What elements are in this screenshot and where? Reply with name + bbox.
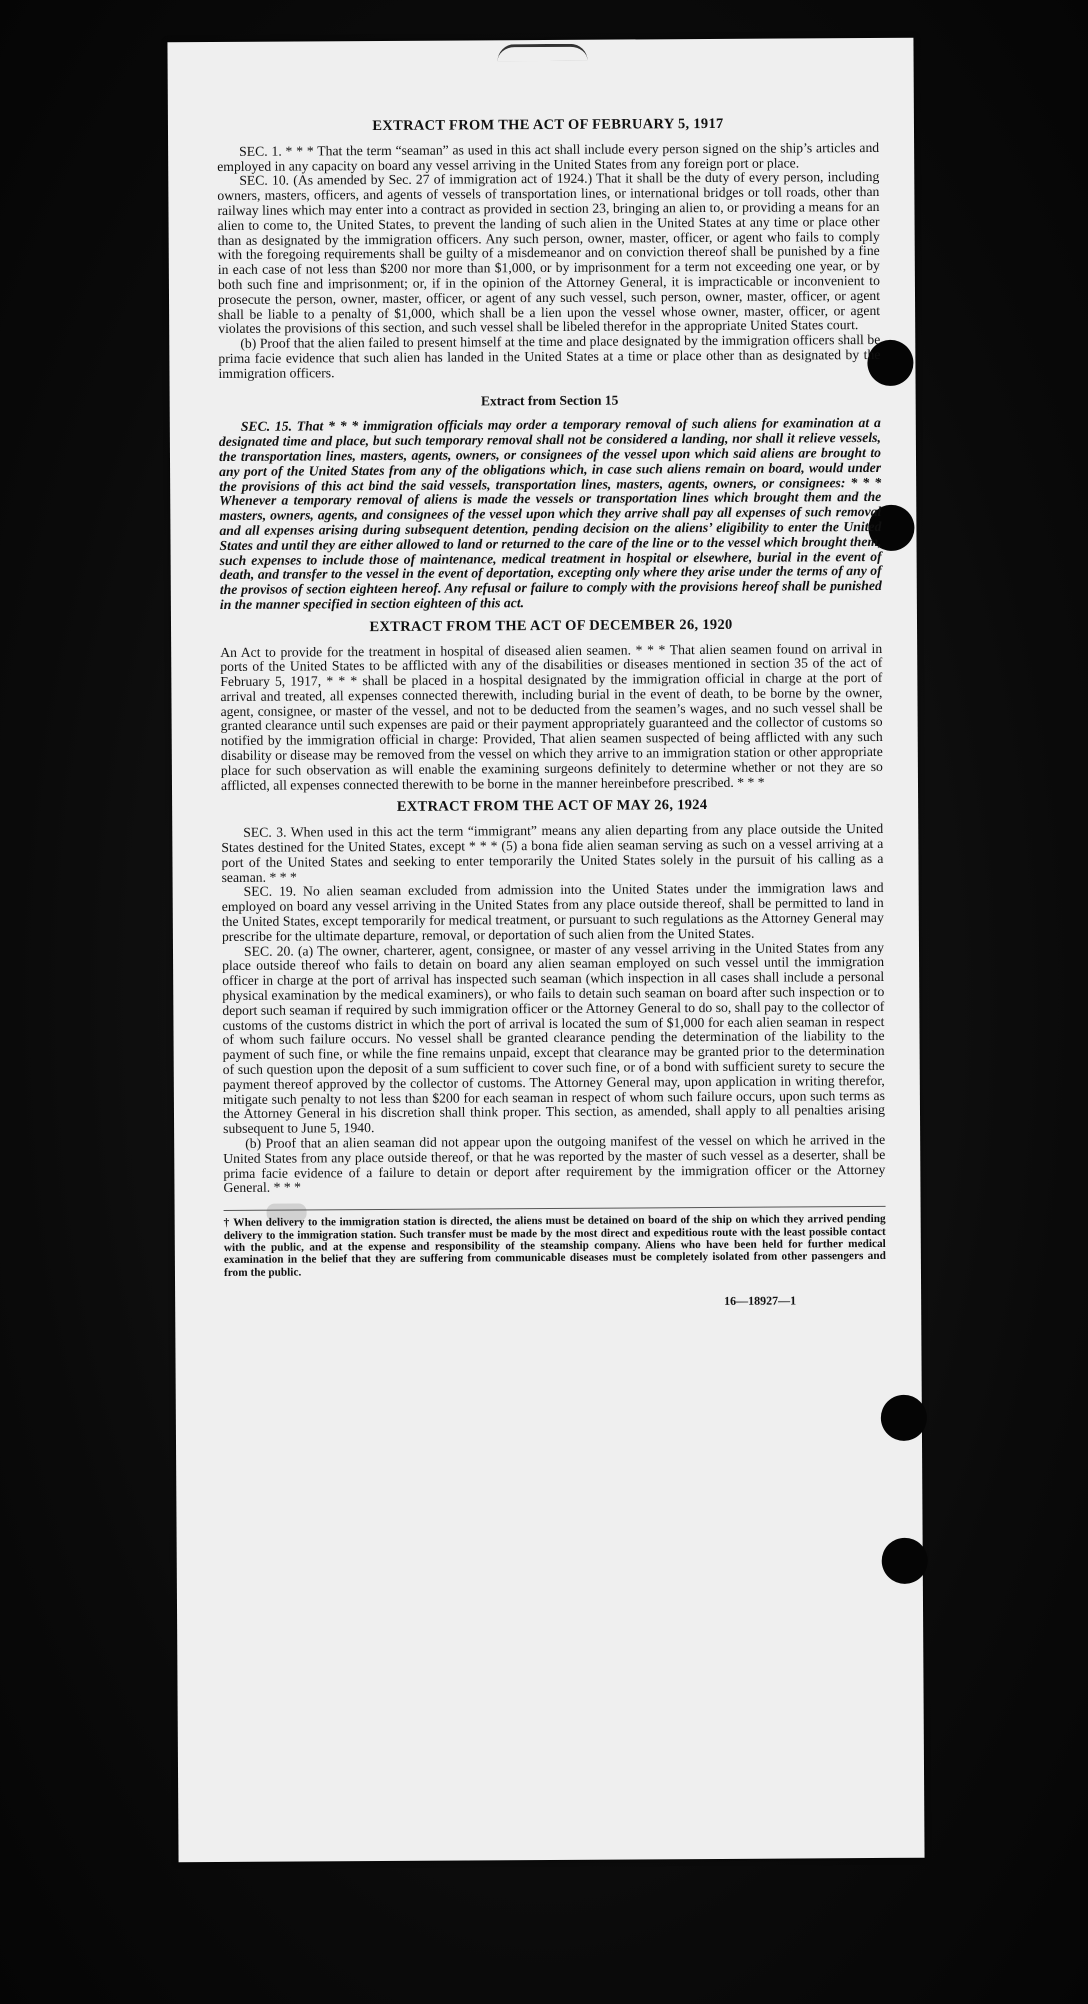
section-19-paragraph: SEC. 19. No alien seaman excluded from admission into the United States under the immigration laws and employed on board any vessel arriving in the United States from any place outside thereof, shall be permitted to land in the United States, except temporarily for medical treatment, or pursuant to such regulations as the Attorney General may prescribe for the ultimate departure, removal, or deportation of such alien from the United States. — [221, 880, 884, 944]
footnote: † When delivery to the immigration station is directed, the aliens must be detained on board of the ship on which they arrived pending delivery to the immigration station. Such transfer must be made by the most direct and expeditious route with the least possible contact with the public, and at the expense and responsibility of the steamship company. Aliens who have been held for further medical examination in the belief that they are suffering from communicable diseases must be completely isolated from other passengers and from the public. — [224, 1206, 886, 1279]
punch-hole-4 — [882, 1538, 928, 1584]
act-1920-paragraph: An Act to provide for the treatment in hospital of diseased alien seamen. * * * That alien seamen found on arrival in ports of the United States to be afflicted with any of the disabilities or diseases mentioned in section 35 of the act of February 5, 1917, * * * shall be placed in a hospital designated by the immigration official in charge at the port of arrival and treated, all expenses connected therewith, including burial in the event of death, to be borne by the owner, agent, consignee, or master of the vessel, and not to be deducted from the seamen’s wages, and no such vessel shall be granted clearance until such expenses are paid or their payment appropriately guaranteed and the collector of customs so notified by the immigration official in charge: Provided, That alien seamen suspected of being afflicted with any such disability or disease may be removed from the vessel on which they arrive to an immigration station or other appropriate place for such observation as will enable the examining surgeons definitely to determine whether or not they are so afflicted, all expenses connected therewith to be borne in the manner hereinbefore prescribed. * * * — [220, 640, 883, 793]
section-15-paragraph: SEC. 15. That * * * immigration officials may order a temporary removal of such aliens for examination at a designated time and place, but such temporary removal shall not be considered a landing, nor shall it relieve vessels, the transportation lines, masters, agents, owners, or consignees of the vessel upon which said aliens are brought to any port of the United States from any of the obligations which, in case such aliens remain on board, would under the provisions of this act bind the said vessels, transportation lines, masters, agents, owners, or consignees: * * * Whenever a temporary removal of aliens is made the vessels or transportation lines which brought them and the masters, owners, agents, and consignees of the vessel upon which they arrive shall pay all expenses of such removal and all expenses arising during subsequent detention, pending decision on the aliens’ eligibility to enter the United States and until they are either allowed to land or returned to the care of the line or to the vessel which brought them, such expenses to include those of maintenance, medical treatment in hospital or elsewhere, burial in the event of death, and transfer to the vessel in the event of deportation, excepting only where they arise under the terms of any of the provisos of section eighteen hereof. Any refusal or failure to comply with the provisions hereof shall be punished in the manner specified in section eighteen of this act. — [218, 415, 882, 612]
section-10b-paragraph: (b) Proof that the alien failed to present himself at the time and place designated by the immigration officers shall be prima facie evidence that such alien has landed in the United States at a time or place other than as designated by the immigration officers. — [218, 332, 881, 381]
heading-1920: EXTRACT FROM THE ACT OF DECEMBER 26, 1920 — [369, 616, 733, 635]
heading-1917: EXTRACT FROM THE ACT OF FEBRUARY 5, 1917 — [372, 115, 724, 135]
section-10-paragraph: SEC. 10. (As amended by Sec. 27 of immigration act of 1924.) That it shall be the duty of every person, including owners, masters, officers, and agents of vessels of transportation lines, or international bridges or toll roads, other than railway lines which may enter into a contract as provided in section 23, bringing an alien to, or providing a means for an alien to come to, the United States, to prevent the landing of such alien in the United States at any time or place other than as designated by the immigration officers. Any such person, owner, master, officer, or agent who fails to comply with the foregoing requirements shall be guilty of a misdemeanor and on conviction thereof shall be punished by a fine in each case of not less than $200 nor more than $1,000, or by imprisonment for a term not exceeding one year, or by both such fine and imprisonment; or, if in the opinion of the Attorney General, it is impracticable or inconvenient to prosecute the person, owner, master, officer, or agent of any such vessel, such person, owner, master, officer, or agent shall be liable to a penalty of $1,000, which shall be a lien upon the vessel whose owner, master, officer, or agent violates the provisions of this section, and such vessel shall be libeled therefor in the appropriate United States court. — [217, 169, 881, 337]
punch-hole-3 — [881, 1395, 927, 1441]
subheading-section-15: Extract from Section 15 — [480, 392, 619, 408]
form-number: 16—18927—1 — [724, 1293, 797, 1309]
document-body — [217, 116, 886, 1312]
heading-1924: EXTRACT FROM THE ACT OF MAY 26, 1924 — [396, 797, 708, 816]
section-1-paragraph: SEC. 1. * * * That the term “seaman” as used in this act shall include every person signed on the ship’s articles and employed in any capacity on board any vessel arriving in the United States from any foreign port or place. — [217, 139, 880, 174]
section-3-paragraph: SEC. 3. When used in this act the term “immigrant” means any alien departing from any place outside the United States destined for the United States, except * * * (5) a bona fide alien seaman serving as such on a vessel arriving at a port of the United States and seeking to enter temporarily the United States solely in the pursuit of his calling as a seaman. * * * — [221, 821, 884, 885]
document-page — [167, 38, 924, 1863]
staple-mark — [497, 44, 587, 62]
section-20b-paragraph: (b) Proof that an alien seaman did not appear upon the outgoing manifest of the vessel on which he arrived in the United States from any place outside thereof, or that he was reported by the master of such vessel as a deserter, shall be prima facie evidence of a failure to detain or deport after requirement by the immigration officer or the Attorney General. * * * — [223, 1131, 886, 1196]
section-20a-paragraph: SEC. 20. (a) The owner, charterer, agent, consignee, or master of any vessel arriving in the United States from any place outside thereof who fails to detain on board any alien seaman employed on such vessel until the immigration officer in charge at the port of arrival has inspected such seaman (which inspection in all cases shall include a personal physical examination by the medical examiners), or who fails to detain such seaman on board after such inspection or to deport such seaman if required by such immigration officer or the Attorney General to do so, shall pay to the collector of customs of the customs district in which the port of arrival is located the sum of $1,000 for each alien seaman in respect of whom such failure occurs. No vessel shall be granted clearance pending the determination of the liability to the payment of such fine, or while the fine remains unpaid, except that clearance may be granted prior to the determination of such question upon the deposit of a sum sufficient to cover such fine, or of a bond with sufficient surety to secure the payment thereof approved by the collector of customs. The Attorney General may, upon application in writing therefor, mitigate such penalty to not less than $200 for each seaman in respect of whom such failure occurs, upon such terms as the Attorney General in his discretion shall think proper. This section, as amended, shall apply to all penalties arising subsequent to June 5, 1940. — [222, 939, 886, 1137]
